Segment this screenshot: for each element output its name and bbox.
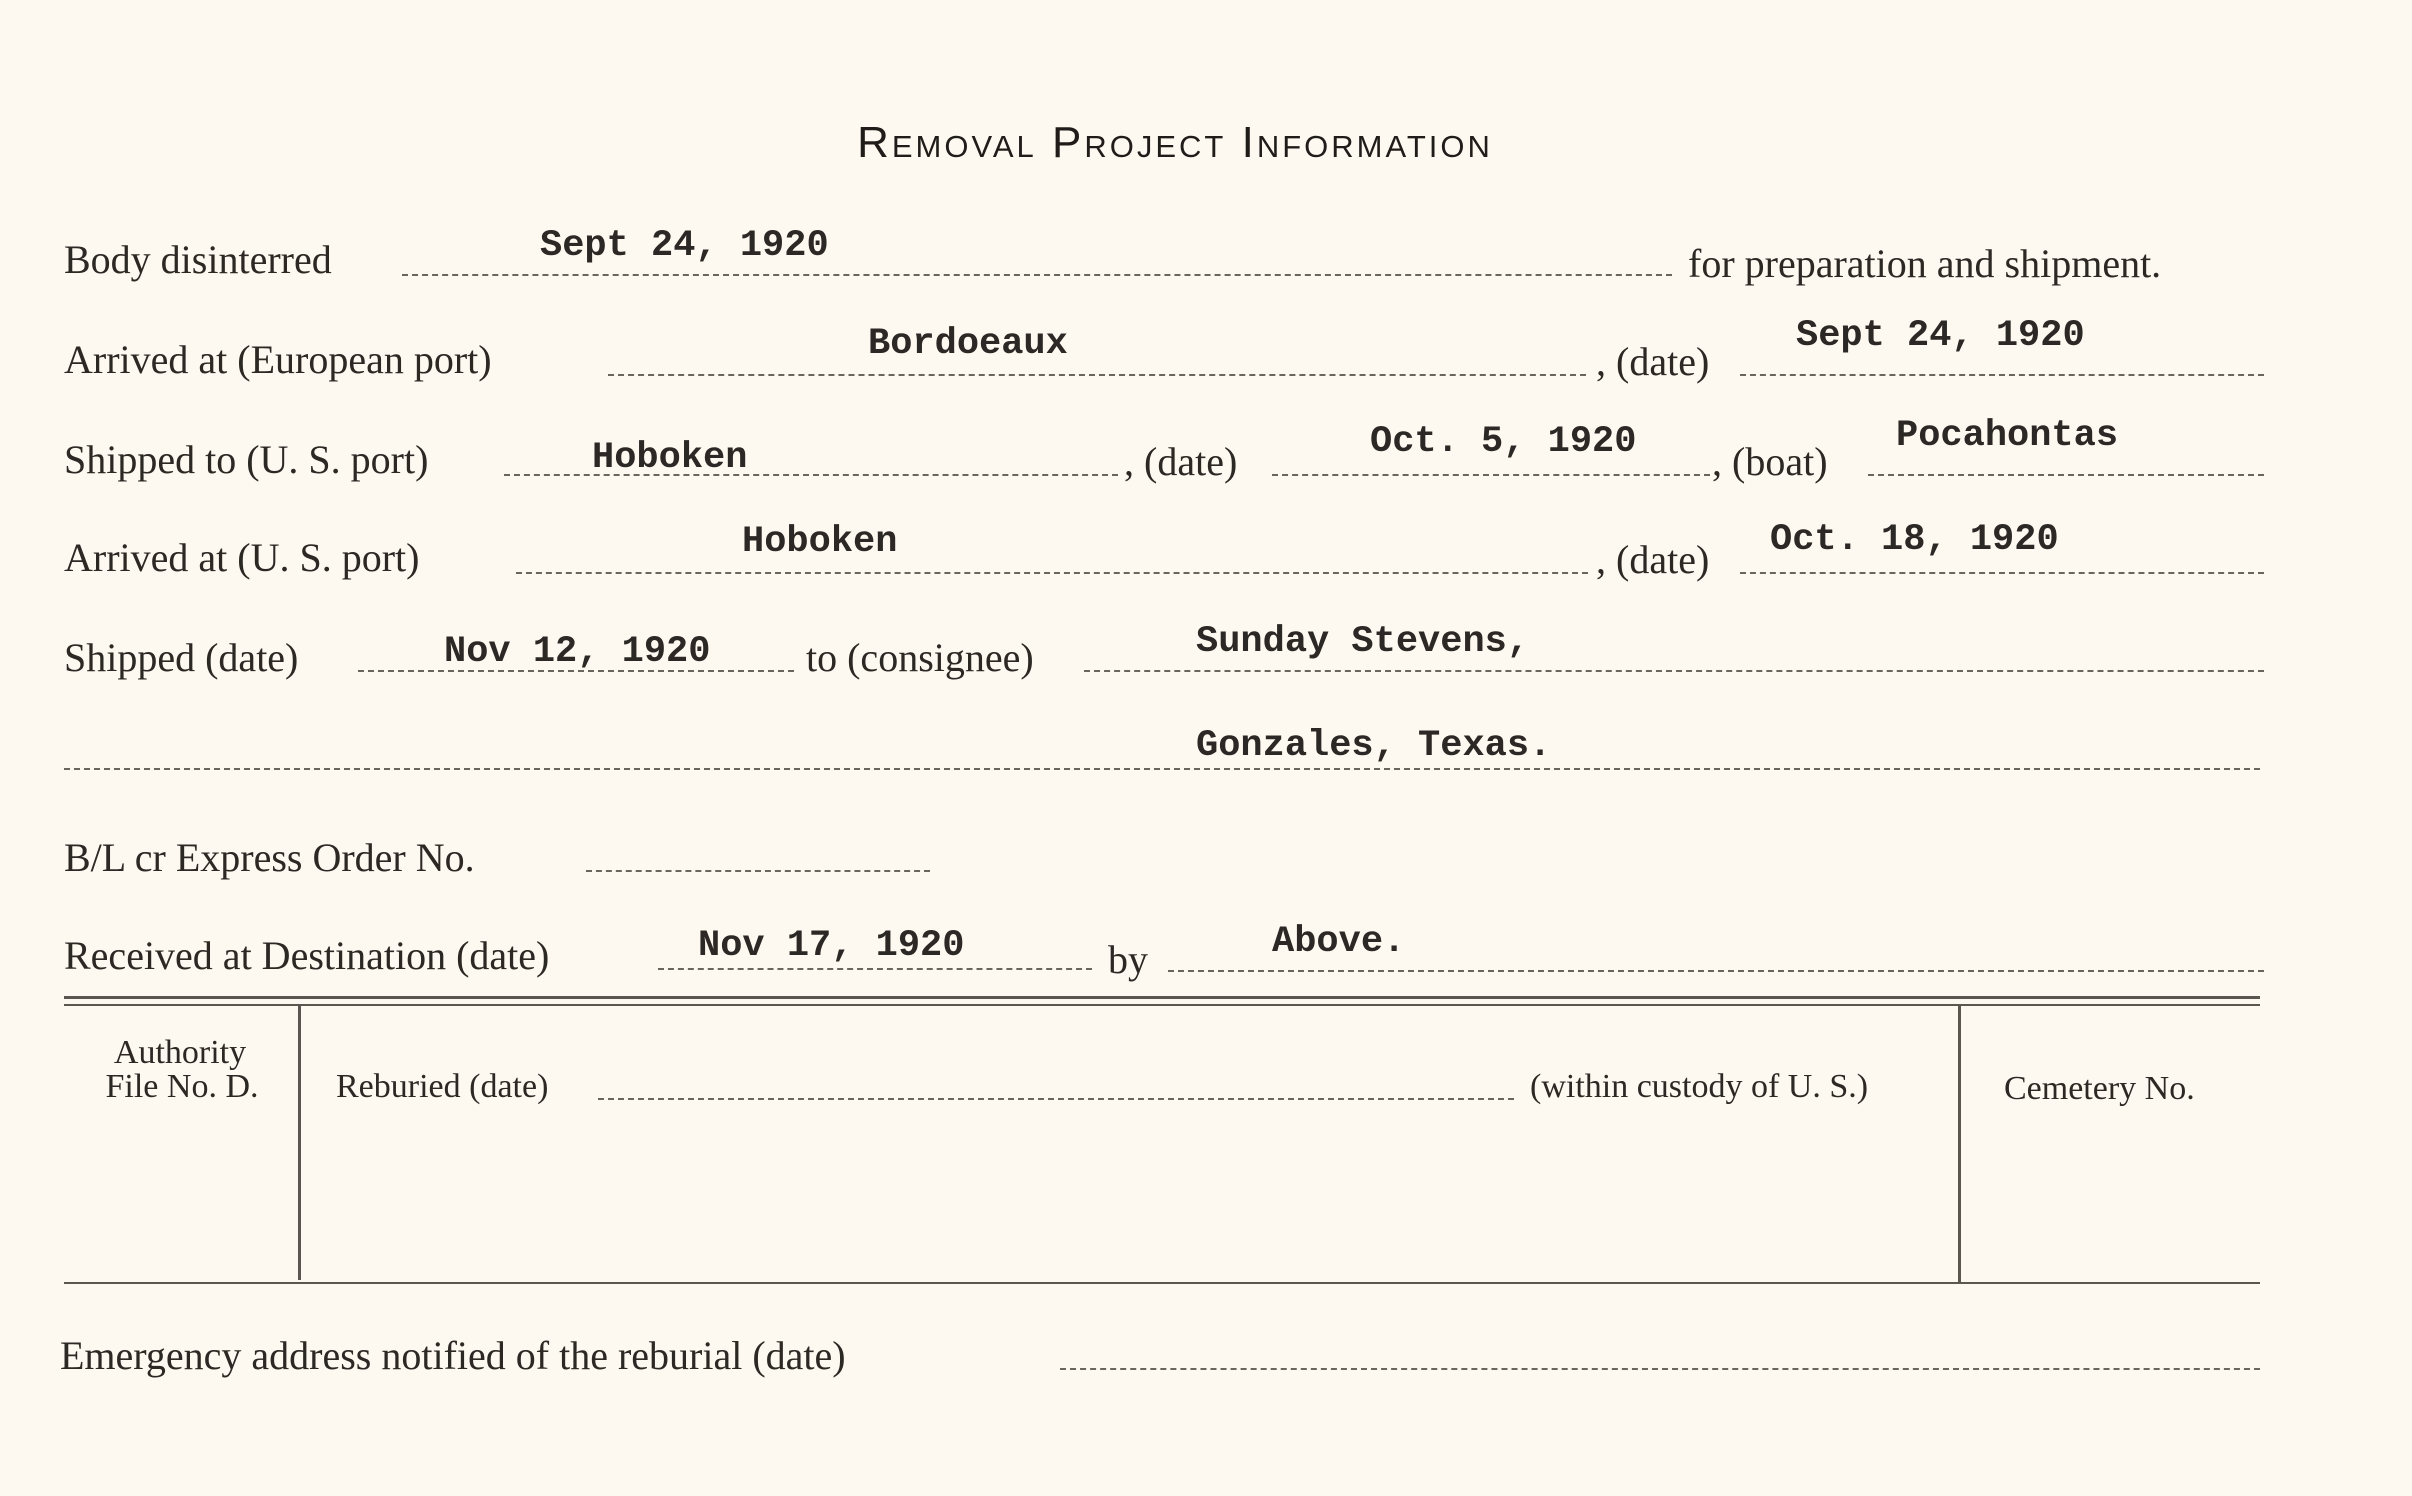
page-title: Removal Project Information — [857, 118, 1493, 167]
by-label: by — [1108, 937, 1148, 982]
european-date-line — [1740, 374, 2264, 376]
table-top-rule-inner — [64, 1004, 2260, 1006]
shipped-date-line — [1272, 474, 1710, 476]
received-date-value: Nov 17, 1920 — [698, 925, 965, 967]
table-divider-right — [1958, 1004, 1961, 1284]
table-divider-left — [298, 1004, 301, 1280]
disinterred-line — [402, 274, 1672, 276]
boat-label: , (boat) — [1712, 439, 1828, 484]
shipped-to-us-label: Shipped to (U. S. port) — [64, 437, 429, 482]
european-port-line — [608, 374, 1586, 376]
received-date-line — [658, 968, 1092, 970]
reburied-date-line — [598, 1098, 1514, 1100]
consignee-address-value: Gonzales, Texas. — [1196, 725, 1552, 767]
disinterred-date-value: Sept 24, 1920 — [540, 225, 829, 267]
arrived-port-value: Hoboken — [742, 521, 898, 563]
arrived-us-label: Arrived at (U. S. port) — [64, 535, 420, 580]
emergency-line — [1060, 1368, 2260, 1370]
within-custody-label: (within custody of U. S.) — [1530, 1068, 1869, 1105]
shipped-date-label: , (date) — [1124, 439, 1238, 484]
reburied-date-label: Reburied (date) — [336, 1068, 549, 1105]
european-date-label: , (date) — [1596, 339, 1710, 384]
received-by-value: Above. — [1272, 921, 1406, 963]
for-preparation-label: for preparation and shipment. — [1688, 241, 2162, 286]
shipped-date-row-label: Shipped (date) — [64, 635, 299, 680]
consignee-line — [1084, 670, 2264, 672]
arrived-port-line — [516, 572, 1588, 574]
shipped-date-value: Oct. 5, 1920 — [1370, 421, 1637, 463]
european-port-value: Bordoeaux — [868, 323, 1068, 365]
body-disinterred-label: Body disinterred — [64, 237, 332, 282]
consignee-name-value: Sunday Stevens, — [1196, 621, 1530, 663]
consignee-address-line — [64, 768, 2260, 770]
bl-express-line — [586, 870, 930, 872]
emergency-label: Emergency address notified of the reburial (date) — [60, 1333, 846, 1378]
authority-label-line2: File No. D. — [105, 1068, 259, 1105]
authority-label-line1: Authority — [113, 1034, 247, 1071]
table-bottom-rule — [64, 1282, 2260, 1284]
european-date-value: Sept 24, 1920 — [1796, 315, 2085, 357]
arrived-european-label: Arrived at (European port) — [64, 337, 492, 382]
table-top-rule — [64, 996, 2260, 999]
boat-value: Pocahontas — [1896, 415, 2119, 457]
cemetery-no-label: Cemetery No. — [2004, 1070, 2195, 1107]
bl-express-label: B/L cr Express Order No. — [64, 835, 475, 880]
received-dest-label: Received at Destination (date) — [64, 933, 550, 978]
shipped-port-value: Hoboken — [592, 437, 748, 479]
consignee-date-value: Nov 12, 1920 — [444, 631, 711, 673]
arrived-date-line — [1740, 572, 2264, 574]
boat-line — [1868, 474, 2264, 476]
received-by-line — [1168, 970, 2264, 972]
arrived-date-value: Oct. 18, 1920 — [1770, 519, 2059, 561]
to-consignee-label: to (consignee) — [806, 635, 1034, 680]
arrived-date-label: , (date) — [1596, 537, 1710, 582]
